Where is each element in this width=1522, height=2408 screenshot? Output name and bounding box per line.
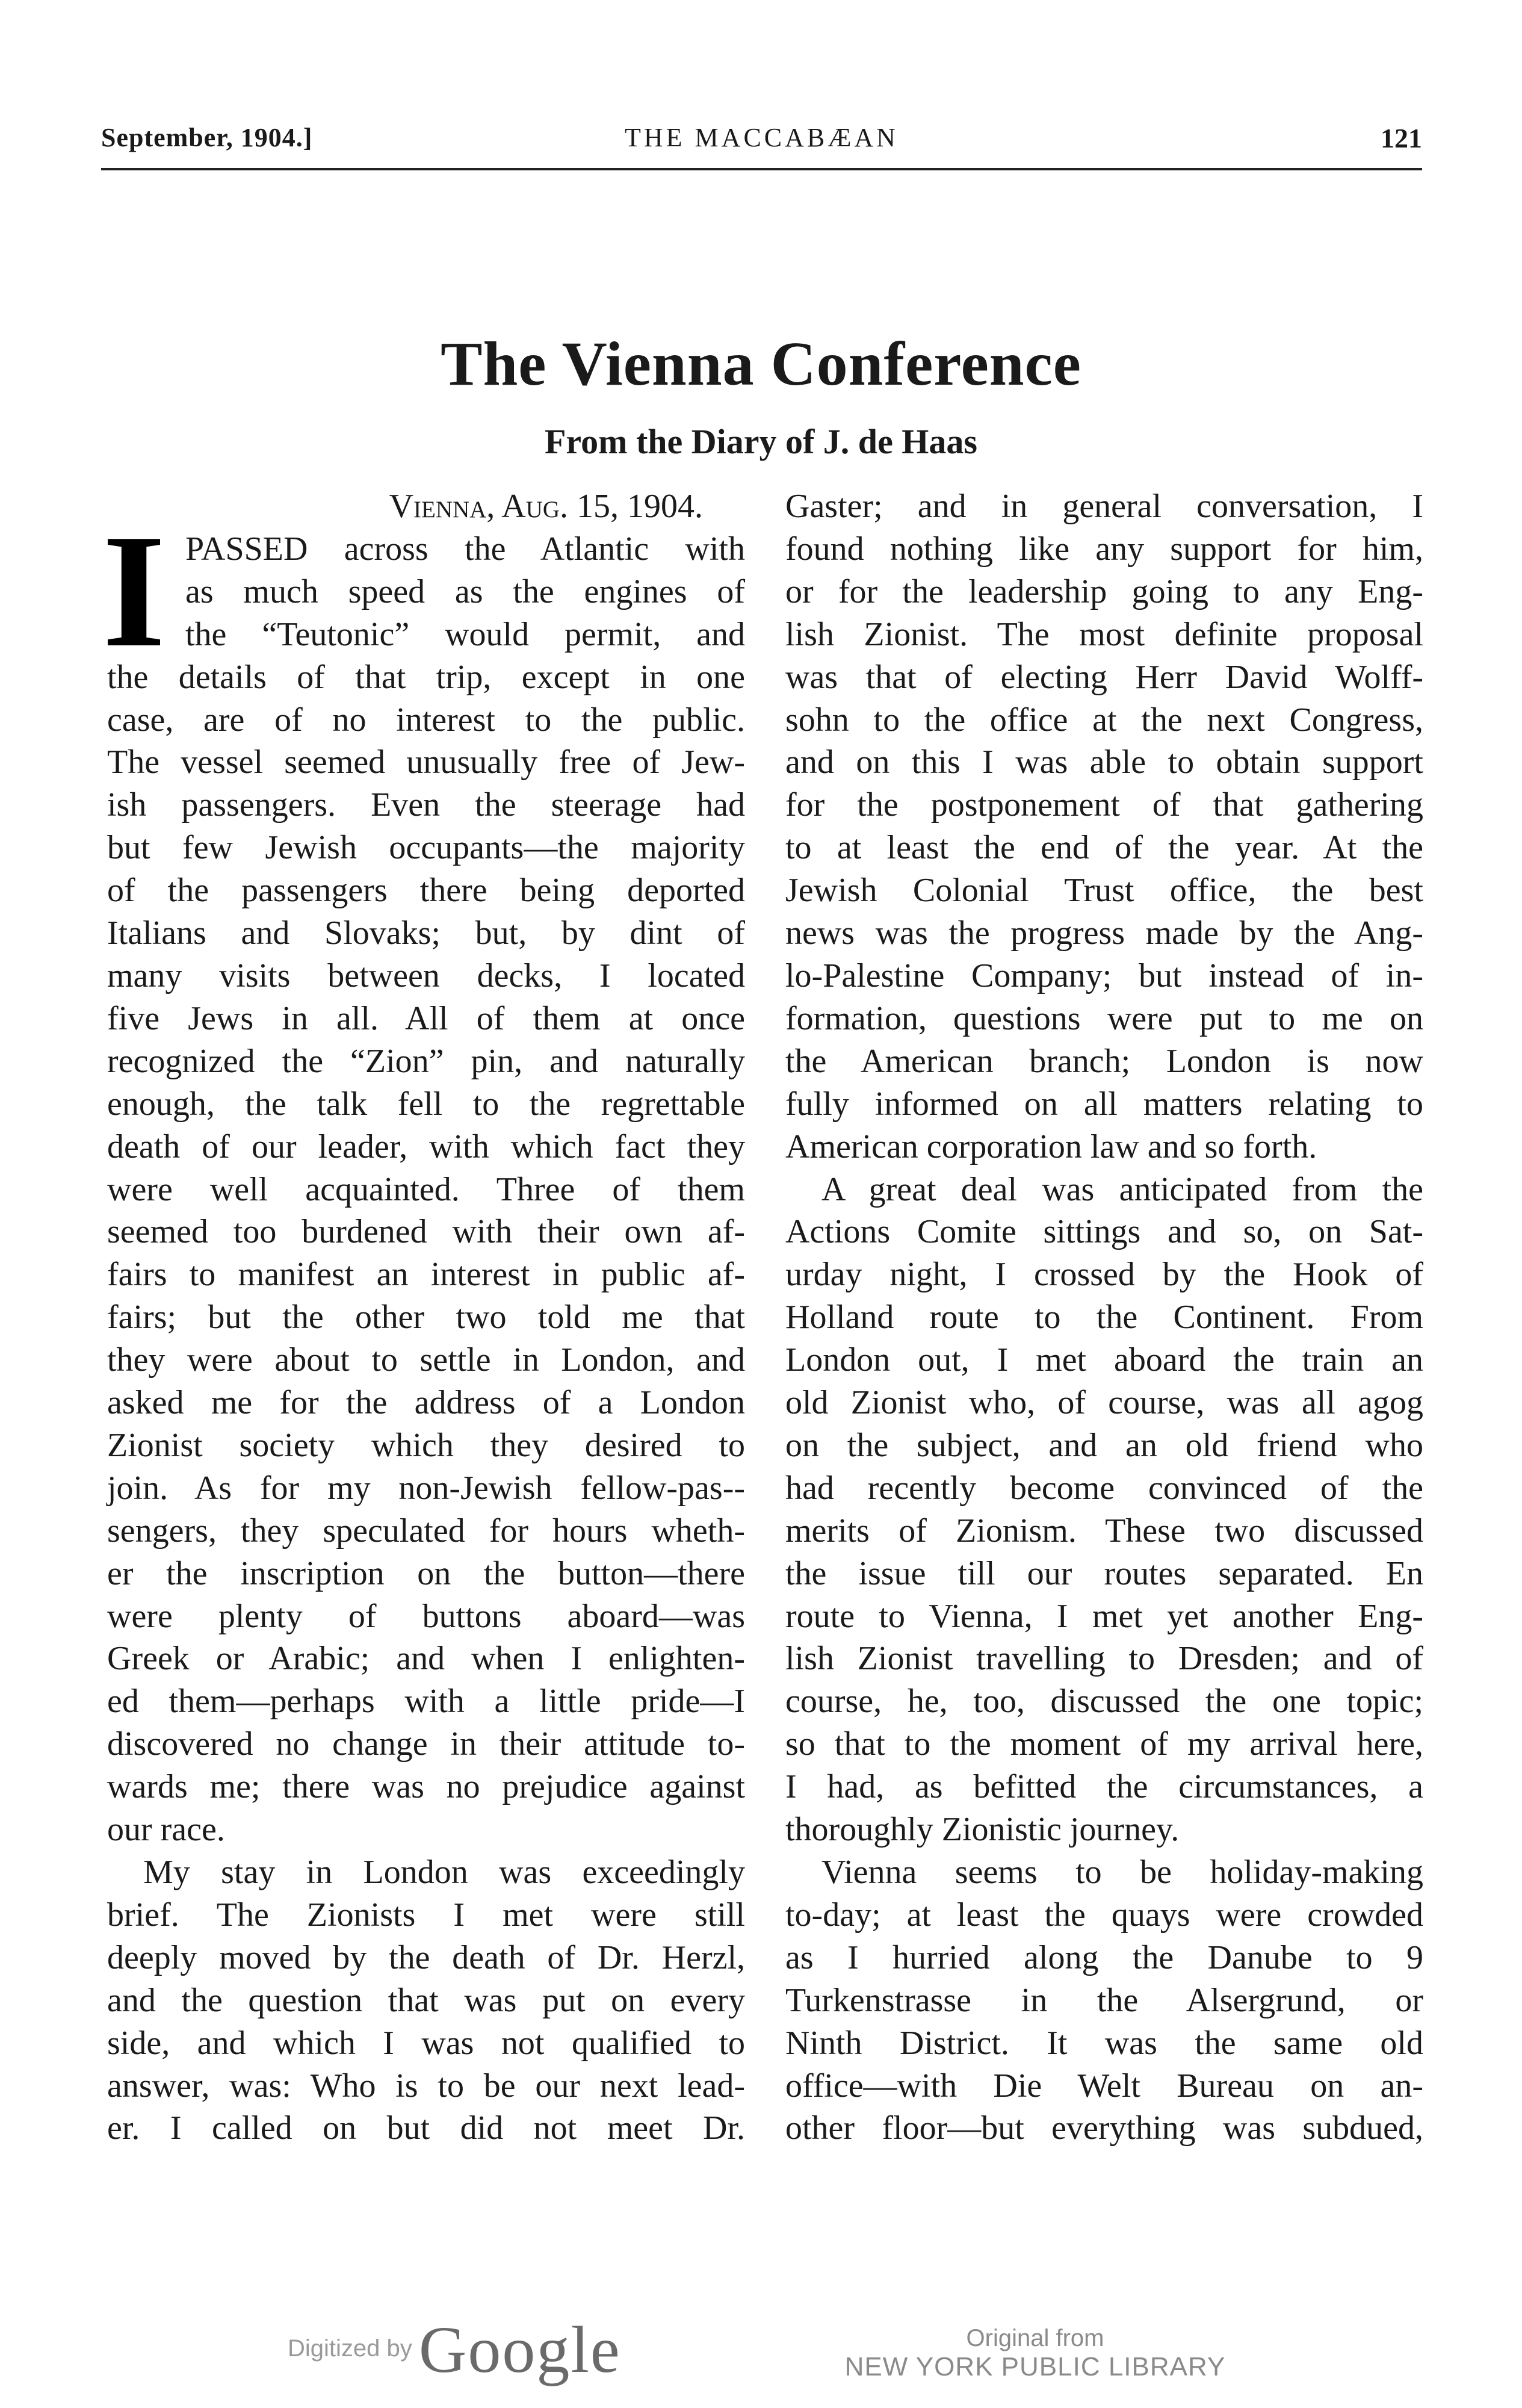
text-line: merits of Zionism. These two discussed	[785, 1512, 1423, 1550]
text-line: Ninth District. It was the same old	[785, 2024, 1423, 2062]
text-line: death of our leader, with which fact they	[107, 1128, 745, 1165]
text-line: answer, was: Who is to be our next lead-	[107, 2067, 745, 2105]
text-line: wards me; there was no prejudice against	[107, 1768, 745, 1806]
text-line: Holland route to the Continent. From	[785, 1299, 1423, 1336]
text-line: as I hurried along the Danube to 9	[785, 1938, 1423, 1976]
text-line: American corporation law and so forth.	[785, 1128, 1317, 1165]
text-line: urday night, I crossed by the Hook of	[785, 1256, 1423, 1294]
text-line: Jewish Colonial Trust office, the best	[785, 872, 1423, 910]
text-line: brief. The Zionists I met were still	[107, 1896, 745, 1934]
text-line: found nothing like any support for him,	[785, 530, 1423, 568]
text-line: ish passengers. Even the steerage had	[107, 786, 745, 824]
page-number: 121	[1381, 123, 1422, 154]
text-line: fairs to manifest an interest in public af-	[107, 1256, 745, 1294]
digitized-by-google	[288, 2312, 621, 2388]
text-line: and the question that was put on every	[107, 1981, 745, 2019]
text-line: Italians and Slovaks; but, by dint of	[107, 914, 745, 952]
text-line: Zionist society which they desired to	[107, 1426, 745, 1464]
text-line: route to Vienna, I met yet another Eng-	[785, 1597, 1423, 1635]
text-line: PASSED across the Atlantic with	[185, 530, 745, 568]
text-line: were well acquainted. Three of them	[107, 1170, 745, 1208]
header-journal-title: THE MACCABÆAN	[625, 123, 899, 152]
text-line: lish Zionist. The most definite proposal	[785, 615, 1423, 653]
text-line: lo-Palestine Company; but instead of in-	[785, 957, 1423, 995]
text-line: ed them—perhaps with a little pride—I	[107, 1683, 745, 1721]
text-line: for the postponement of that gathering	[785, 786, 1423, 824]
text-line: the “Teutonic” would permit, and	[185, 615, 745, 653]
text-line: the details of that trip, except in one	[107, 658, 745, 696]
google-logo: Google	[418, 2313, 621, 2386]
text-line: join. As for my non-Jewish fellow-pas--	[107, 1469, 745, 1507]
left-column	[102, 485, 745, 2150]
text-line: our race.	[107, 1811, 225, 1849]
original-from-label: Original from	[966, 2325, 1104, 2351]
text-line: news was the progress made by the Ang-	[785, 914, 1423, 952]
text-line: Actions Comite sittings and so, on Sat-	[785, 1213, 1423, 1251]
text-line: so that to the moment of my arrival here,	[785, 1725, 1423, 1763]
text-line: sohn to the office at the next Congress,	[785, 701, 1423, 739]
drop-cap: I	[102, 500, 166, 681]
running-head	[101, 122, 1422, 170]
text-line: but few Jewish occupants—the majority	[107, 829, 745, 867]
text-line: fully informed on all matters relating to	[785, 1085, 1423, 1123]
text-line: course, he, too, discussed the one topic;	[785, 1683, 1423, 1721]
text-line: five Jews in all. All of them at once	[107, 999, 745, 1037]
text-line: formation, questions were put to me on	[785, 999, 1423, 1037]
text-line: seemed too burdened with their own af-	[107, 1213, 745, 1251]
text-line: and on this I was able to obtain support	[785, 743, 1423, 781]
text-line: case, are of no interest to the public.	[107, 701, 745, 739]
text-line: enough, the talk fell to the regrettable	[107, 1085, 745, 1123]
dateline: Vienna, Aug. 15, 1904.	[389, 488, 703, 525]
text-line: London out, I met aboard the train an	[785, 1341, 1423, 1379]
text-line: the American branch; London is now	[785, 1042, 1423, 1080]
article-title: The Vienna Conference	[441, 329, 1081, 399]
text-line: thoroughly Zionistic journey.	[785, 1811, 1180, 1849]
text-line: or for the leadership going to any Eng-	[785, 573, 1423, 610]
text-line: had recently become convinced of the	[785, 1469, 1423, 1507]
text-line: of the passengers there being deported	[107, 872, 745, 910]
text-line: recognized the “Zion” pin, and naturally	[107, 1042, 745, 1080]
text-line: to-day; at least the quays were crowded	[785, 1896, 1423, 1934]
text-line: discovered no change in their attitude to-	[107, 1725, 745, 1763]
header-date: September, 1904.]	[101, 123, 313, 152]
library-name: NEW YORK PUBLIC LIBRARY	[844, 2352, 1226, 2382]
text-line: as much speed as the engines of	[185, 573, 745, 610]
text-line: the issue till our routes separated. En	[785, 1554, 1423, 1592]
text-line: on the subject, and an old friend who	[785, 1426, 1423, 1464]
library-attribution	[843, 2325, 1228, 2382]
article-subtitle: From the Diary of J. de Haas	[545, 422, 977, 461]
text-line: to at least the end of the year. At the	[785, 829, 1423, 867]
text-line: fairs; but the other two told me that	[107, 1299, 745, 1336]
text-line: Greek or Arabic; and when I enlighten-	[107, 1640, 745, 1678]
text-line: Gaster; and in general conversation, I	[785, 488, 1423, 525]
digitized-label: Digitized by	[288, 2335, 412, 2362]
text-line: My stay in London was exceedingly	[143, 1854, 745, 1891]
text-line: The vessel seemed unusually free of Jew-	[107, 743, 745, 781]
text-line: er. I called on but did not meet Dr.	[107, 2109, 745, 2147]
text-line: old Zionist who, of course, was all agog	[785, 1384, 1423, 1422]
text-line: asked me for the address of a London	[107, 1384, 745, 1422]
text-line: I had, as befitted the circumstances, a	[785, 1768, 1423, 1806]
text-line: Vienna seems to be holiday-making	[821, 1854, 1423, 1891]
text-line: was that of electing Herr David Wolff-	[785, 658, 1423, 696]
text-line: side, and which I was not qualified to	[107, 2024, 745, 2062]
text-line: Turkenstrasse in the Alsergrund, or	[785, 1981, 1423, 2019]
text-line: deeply moved by the death of Dr. Herzl,	[107, 1938, 745, 1976]
text-line: lish Zionist travelling to Dresden; and of	[785, 1640, 1423, 1678]
text-line: A great deal was anticipated from the	[821, 1170, 1423, 1208]
text-line: office—with Die Welt Bureau on an-	[785, 2067, 1423, 2105]
text-line: sengers, they speculated for hours wheth-	[107, 1512, 745, 1550]
right-column-text	[785, 485, 1423, 2150]
text-line: many visits between decks, I located	[107, 957, 745, 995]
left-column-text	[107, 528, 745, 2150]
text-line: er the inscription on the button—there	[107, 1554, 745, 1592]
text-line: other floor—but everything was subdued,	[785, 2109, 1423, 2147]
right-column	[785, 485, 1423, 2150]
text-line: they were about to settle in London, and	[107, 1341, 745, 1379]
header-rule	[101, 168, 1422, 170]
text-line: were plenty of buttons aboard—was	[107, 1597, 745, 1635]
